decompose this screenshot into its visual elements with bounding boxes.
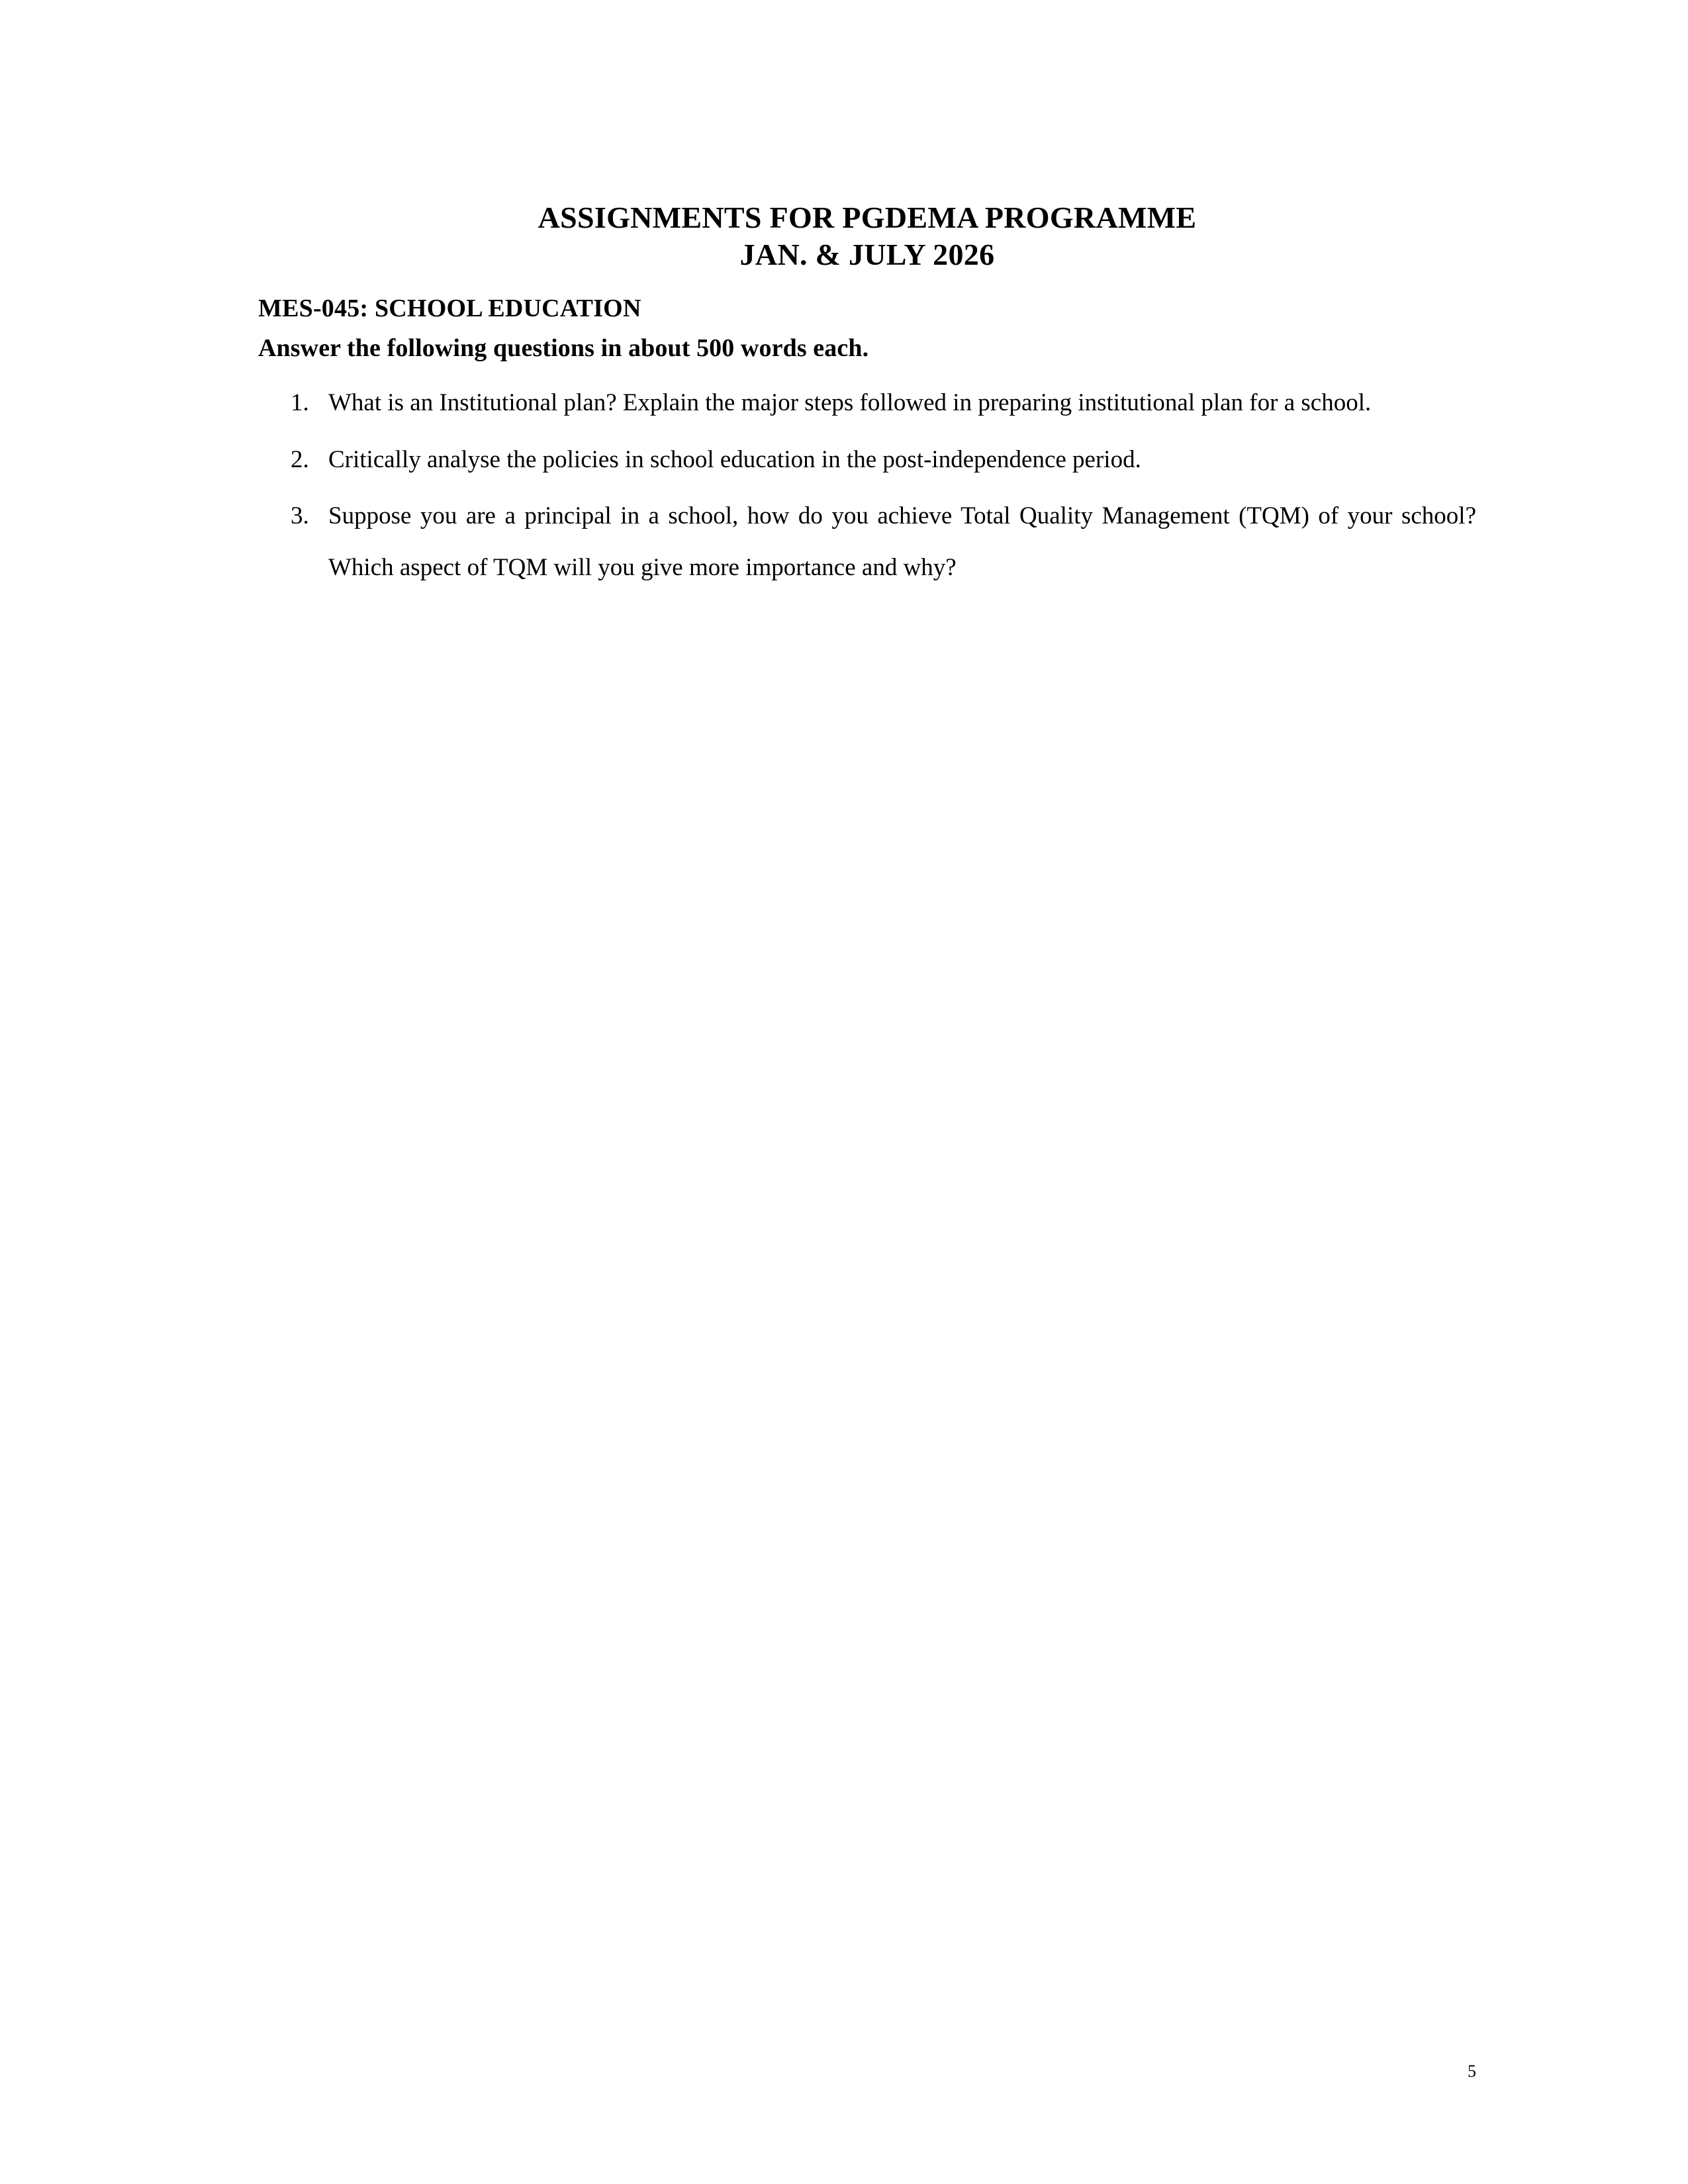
page-number: 5 [1468,2062,1476,2081]
list-item: 1. What is an Institutional plan? Explain the major steps followed in preparing institutional plan for a school. [315,377,1476,429]
page-title-line-2: JAN. & JULY 2026 [739,237,995,271]
page-title [258,199,1476,273]
instruction-text: Answer the following questions in about 500 words each. [258,334,869,362]
list-item: 3. Suppose you are a principal in a school, how do you achieve Total Quality Management (TQM) of your school? Which aspect of TQM will you give more importance and why? [315,490,1476,593]
list-item: 2. Critically analyse the policies in school education in the post-independence period. [315,434,1476,486]
course-code-heading: MES-045: SCHOOL EDUCATION [258,294,641,322]
page-title-line-1: ASSIGNMENTS FOR PGDEMA PROGRAMME [538,200,1197,234]
question-list [258,377,1476,594]
